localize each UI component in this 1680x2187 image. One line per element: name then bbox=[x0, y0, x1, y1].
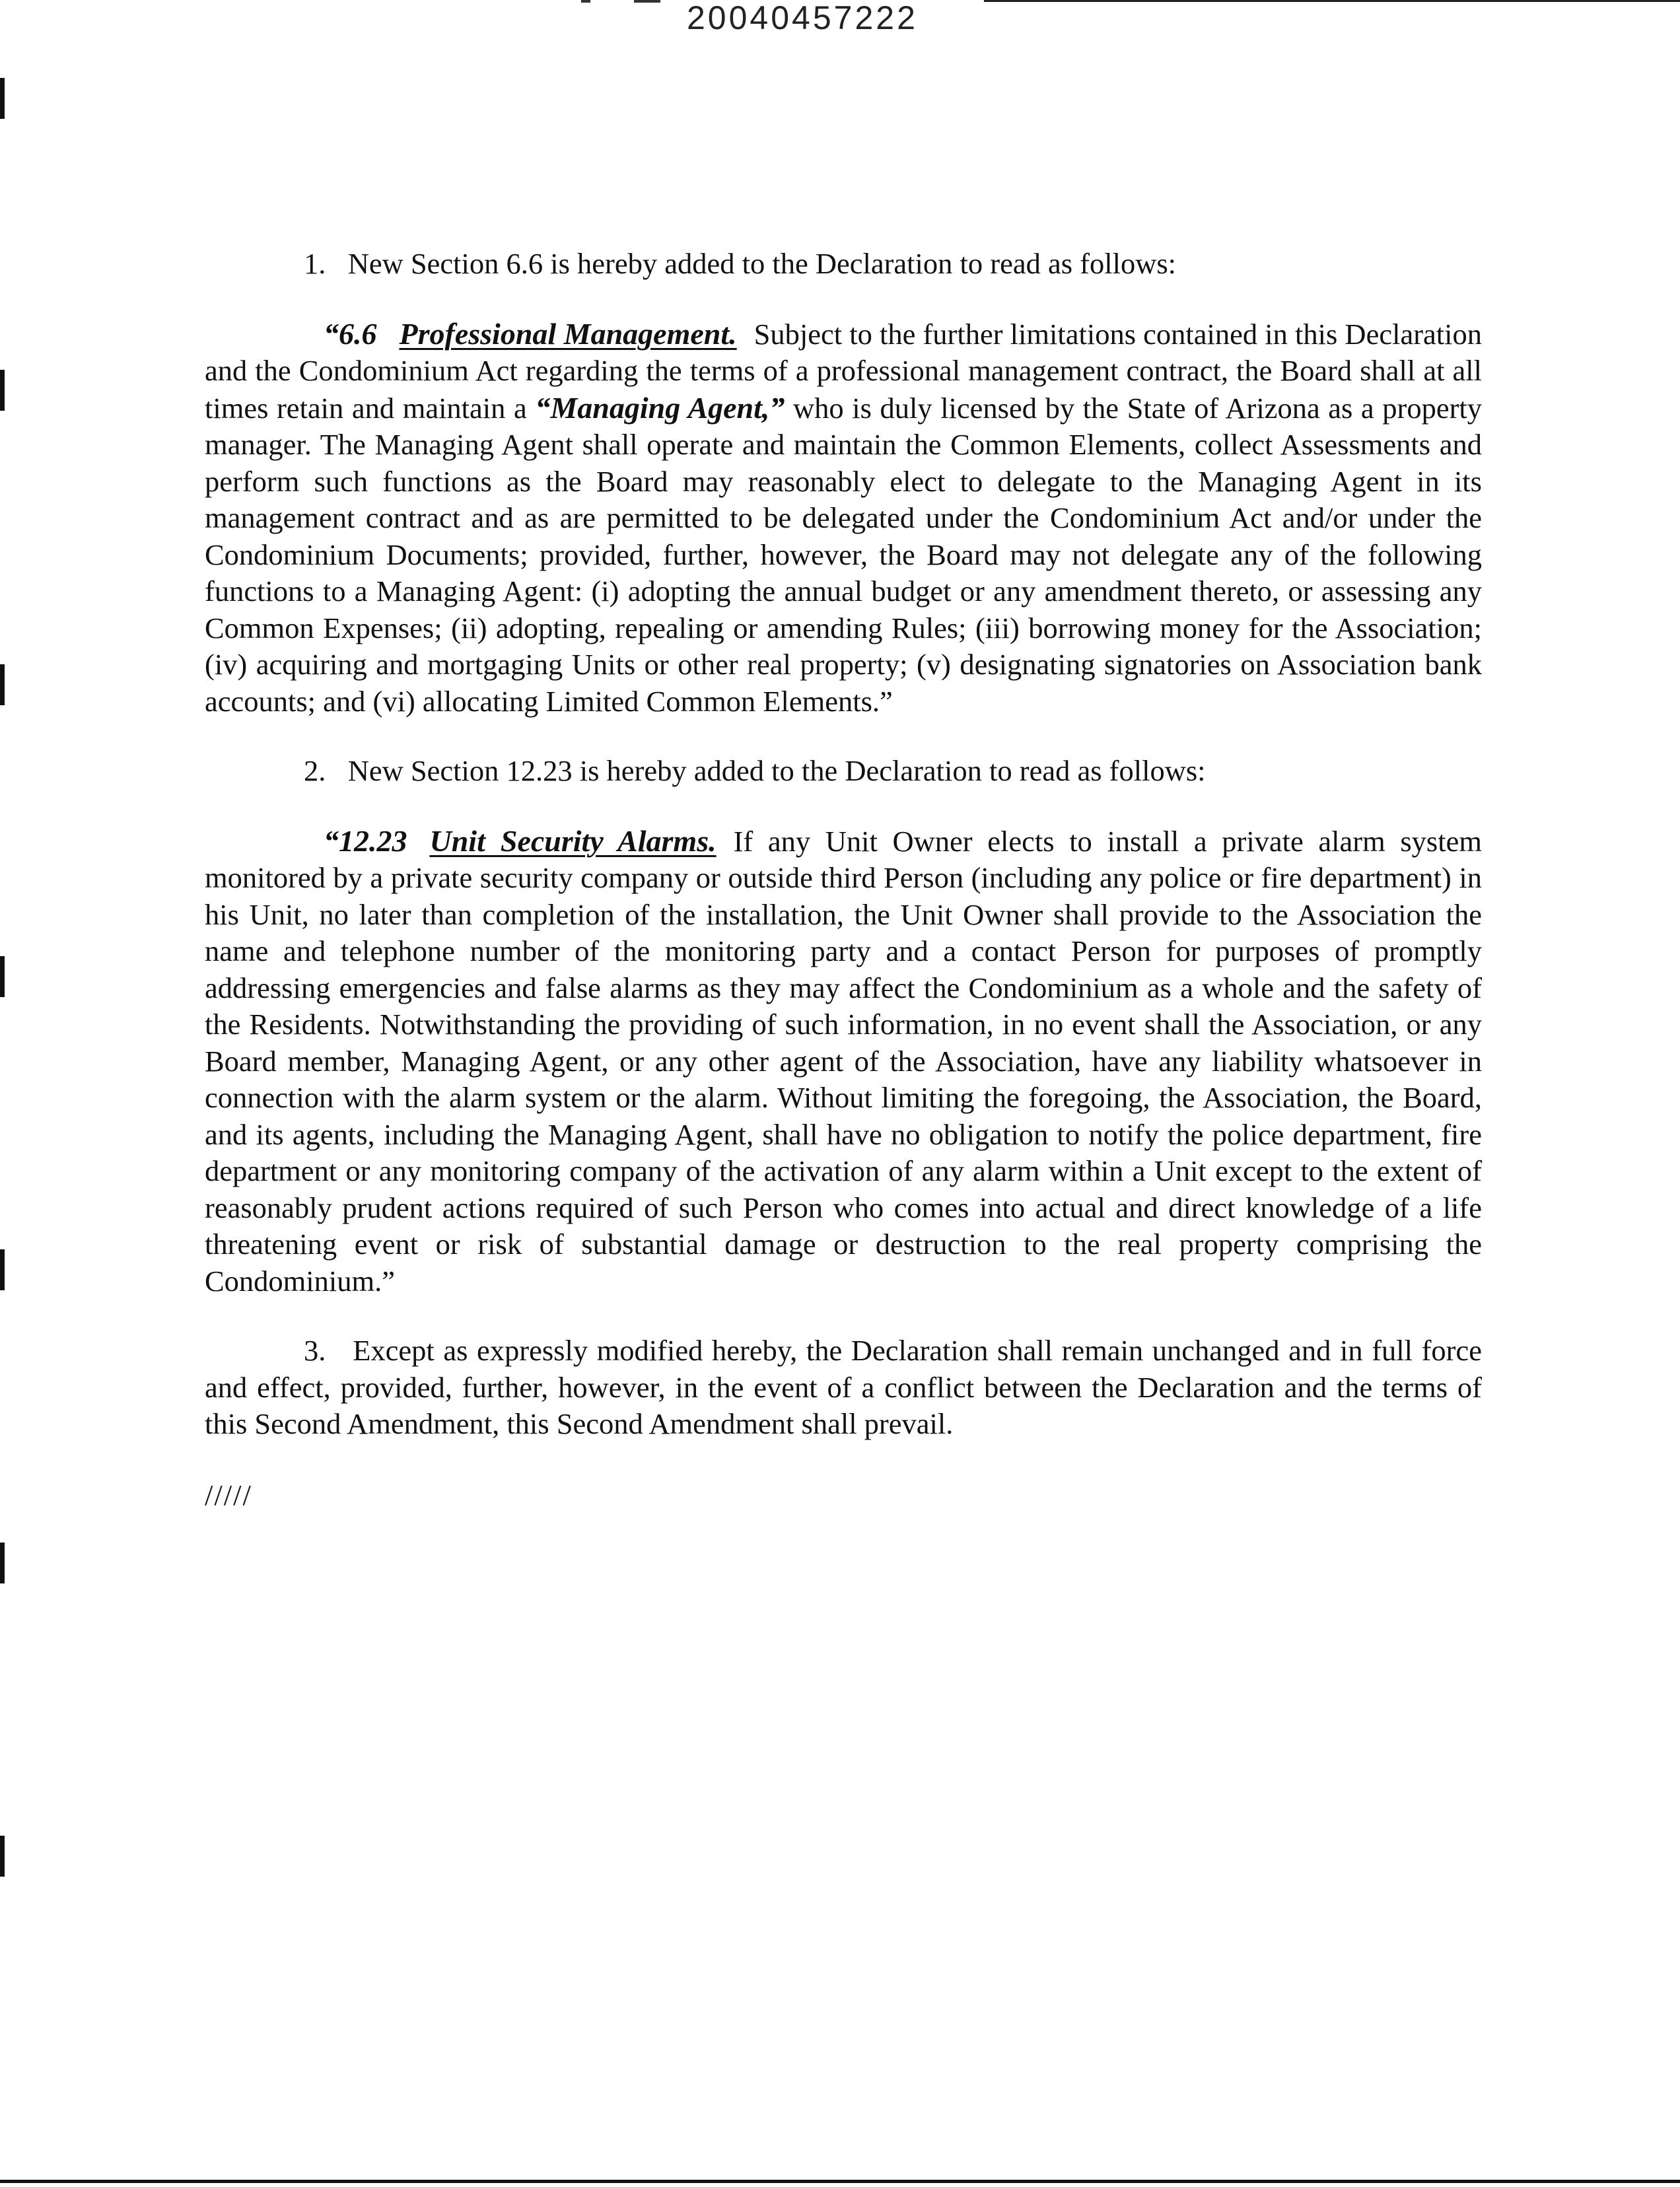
section-12-23-number: “12.23 bbox=[324, 823, 407, 858]
scan-speck bbox=[634, 0, 660, 3]
section-6-6-number: “6.6 bbox=[324, 316, 377, 351]
section-6-6-text-part2: who is duly licensed by the State of Arizona as a property manager. The Managing Agent shall operate and maintain the Common Elements, collect Assessments and perform such functions as the Board may reasonably elect to delegate to the Managing Agent in its management contract and as are permitted to be delegated under the Condominium Act and/or under the Condominium Documents; provided, further, however, the Board may not delegate any of the following functions to a Managing Agent: (i) adopting the annual budget or any amendment thereto, or assessing any Common Expenses; (ii) adopting, repealing or amending Rules; (iii) borrowing money for the Association; (iv) acquiring and mortgaging Units or other real property; (v) designating signatories on Association bank accounts; and (vi) allocating Limited Common Elements.” bbox=[205, 391, 1483, 718]
amendment-item-1 bbox=[205, 246, 1482, 283]
section-12-23-title: Unit Security Alarms. bbox=[429, 823, 717, 858]
defined-term-managing-agent: “Managing Agent,” bbox=[535, 390, 785, 425]
scan-speck bbox=[581, 0, 590, 3]
item-2-number: 2. bbox=[304, 754, 326, 787]
footer-rule bbox=[0, 2180, 1680, 2183]
binding-mark bbox=[0, 1836, 5, 1877]
header-rule bbox=[984, 0, 1680, 2]
binding-mark bbox=[0, 1249, 5, 1290]
item-1-number: 1. bbox=[304, 247, 326, 280]
section-12-23-text: If any Unit Owner elects to install a private alarm system monitored by a private security company or outside third Person (including any police or fire department) in his Unit, no later than completion of the installation, the Unit Owner shall provide to the Association the name and telephone number of the monitoring party and a contact Person for purposes of promptly addressing emergencies and false alarms as they may affect the Condominium as a whole and the safety of the Residents. Notwithstanding the providing of such information, in no event shall the Association, or any Board member, Managing Agent, or any other agent of the Association, have any liability whatsoever in connection with the alarm system or the alarm. Without limiting the foregoing, the Association, the Board, and its agents, including the Managing Agent, shall have no obligation to notify the police department, fire department or any monitoring company of the activation of any alarm within a Unit except to the extent of reasonably prudent actions required of such Person who comes into actual and direct knowledge of a life threatening event or risk of substantial damage or destruction to the real property comprising the Condominium.” bbox=[205, 824, 1482, 1298]
item-3-text: Except as expressly modified hereby, the Declaration shall remain unchanged and in full force and effect, provided, further, however, in the event of a conflict between the Declaration and the terms of this Second Amendment, this Second Amendment shall prevail. bbox=[205, 1334, 1483, 1440]
section-6-6 bbox=[205, 316, 1482, 720]
binding-mark bbox=[0, 1543, 5, 1583]
item-1-text: New Section 6.6 is hereby added to the Declaration to read as follows: bbox=[347, 247, 1177, 280]
binding-mark bbox=[0, 78, 5, 119]
binding-mark bbox=[0, 956, 5, 997]
document-number: 20040457222 bbox=[687, 0, 918, 36]
binding-mark bbox=[0, 664, 5, 705]
item-3-number: 3. bbox=[304, 1334, 326, 1367]
amendment-item-3 bbox=[205, 1333, 1482, 1443]
document-body bbox=[205, 246, 1482, 1513]
section-6-6-text-part1: Subject to the further limitations contained in this Declaration and the Condominium Act regarding the terms of a professional management contract, the Board shall at all times retain and maintain a bbox=[205, 317, 1482, 425]
amendment-item-2 bbox=[205, 753, 1482, 790]
binding-mark bbox=[0, 370, 5, 411]
section-6-6-title: Professional Management. bbox=[399, 316, 737, 351]
item-2-text: New Section 12.23 is hereby added to the Declaration to read as follows: bbox=[347, 754, 1206, 787]
section-12-23 bbox=[205, 823, 1482, 1300]
continuation-marks: ///// bbox=[205, 1478, 252, 1511]
